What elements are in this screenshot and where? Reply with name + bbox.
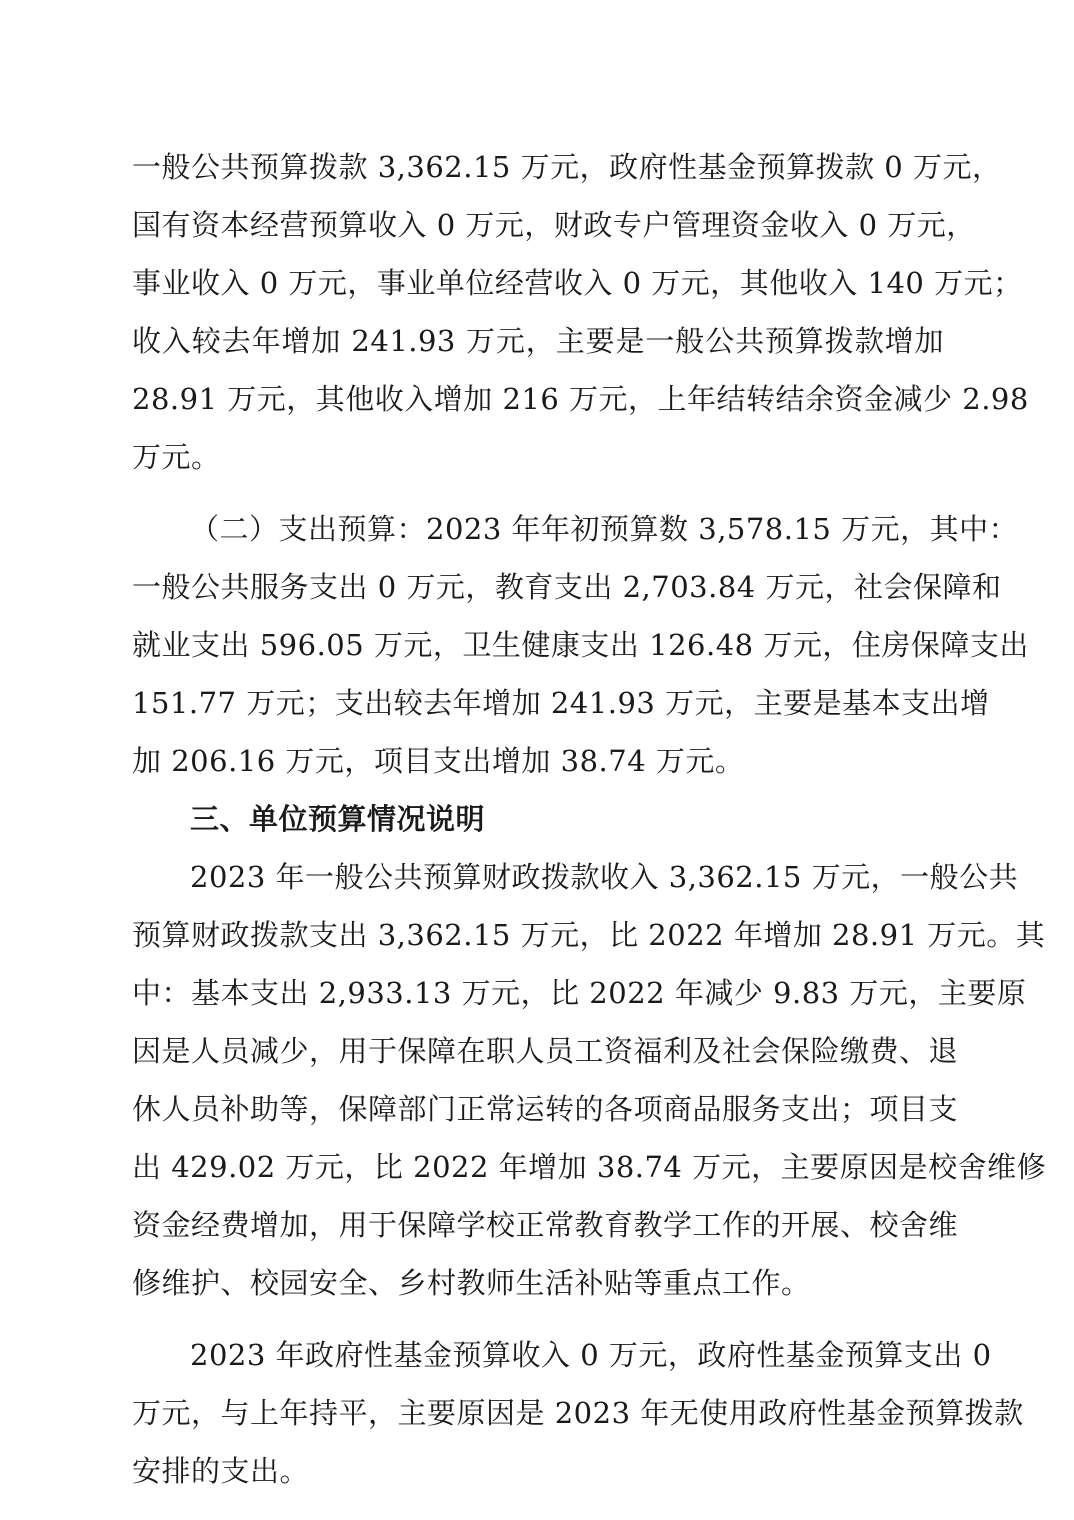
text-line: 28.91 万元，其他收入增加 216 万元，上年结转结余资金减少 2.98 [132, 382, 1029, 416]
text-line: 事业收入 0 万元，事业单位经营收入 0 万元，其他收入 140 万元； [132, 266, 1023, 300]
section-heading: 三、单位预算情况说明 [190, 802, 486, 836]
text-line: 2023 年一般公共预算财政拨款收入 3,362.15 万元，一般公共 [190, 860, 1019, 894]
text-line: 一般公共服务支出 0 万元，教育支出 2,703.84 万元，社会保障和 [132, 570, 1002, 604]
text-line: 资金经费增加，用于保障学校正常教育教学工作的开展、校舍维 [132, 1208, 959, 1242]
text-line: 2023 年政府性基金预算收入 0 万元，政府性基金预算支出 0 [190, 1338, 992, 1372]
document-page [132, 138, 1047, 1500]
text-line: 出 429.02 万元，比 2022 年增加 38.74 万元，主要原因是校舍维修 [132, 1150, 1047, 1184]
text-line: 国有资本经营预算收入 0 万元，财政专户管理资金收入 0 万元， [132, 208, 976, 242]
unit-budget-paragraph [132, 848, 1047, 1312]
text-line: 就业支出 596.05 万元，卫生健康支出 126.48 万元，住房保障支出 [132, 628, 1029, 662]
text-line: 安排的支出。 [132, 1454, 310, 1488]
text-line: 修维护、校园安全、乡村教师生活补贴等重点工作。 [132, 1266, 811, 1300]
text-line: 休人员补助等，保障部门正常运转的各项商品服务支出；项目支 [132, 1092, 959, 1126]
text-line: 预算财政拨款支出 3,362.15 万元，比 2022 年增加 28.91 万元。其 [132, 918, 1046, 952]
fund-budget-paragraph [132, 1326, 1024, 1500]
text-line: 收入较去年增加 241.93 万元，主要是一般公共预算拨款增加 [132, 324, 944, 358]
text-line: 中：基本支出 2,933.13 万元，比 2022 年减少 9.83 万元，主要原 [132, 976, 1027, 1010]
text-line: 因是人员减少，用于保障在职人员工资福利及社会保险缴费、退 [132, 1034, 959, 1068]
expense-paragraph [132, 500, 1029, 790]
text-line: 151.77 万元；支出较去年增加 241.93 万元，主要是基本支出增 [132, 686, 990, 720]
text-line: 加 206.16 万元，项目支出增加 38.74 万元。 [132, 744, 745, 778]
text-line: 万元，与上年持平，主要原因是 2023 年无使用政府性基金预算拨款 [132, 1396, 1024, 1430]
text-line: 一般公共预算拨款 3,362.15 万元，政府性基金预算拨款 0 万元， [132, 150, 1002, 184]
text-line: 万元。 [132, 440, 221, 474]
text-line: （二）支出预算：2023 年年初预算数 3,578.15 万元，其中： [190, 512, 1019, 546]
income-paragraph [132, 138, 1029, 486]
